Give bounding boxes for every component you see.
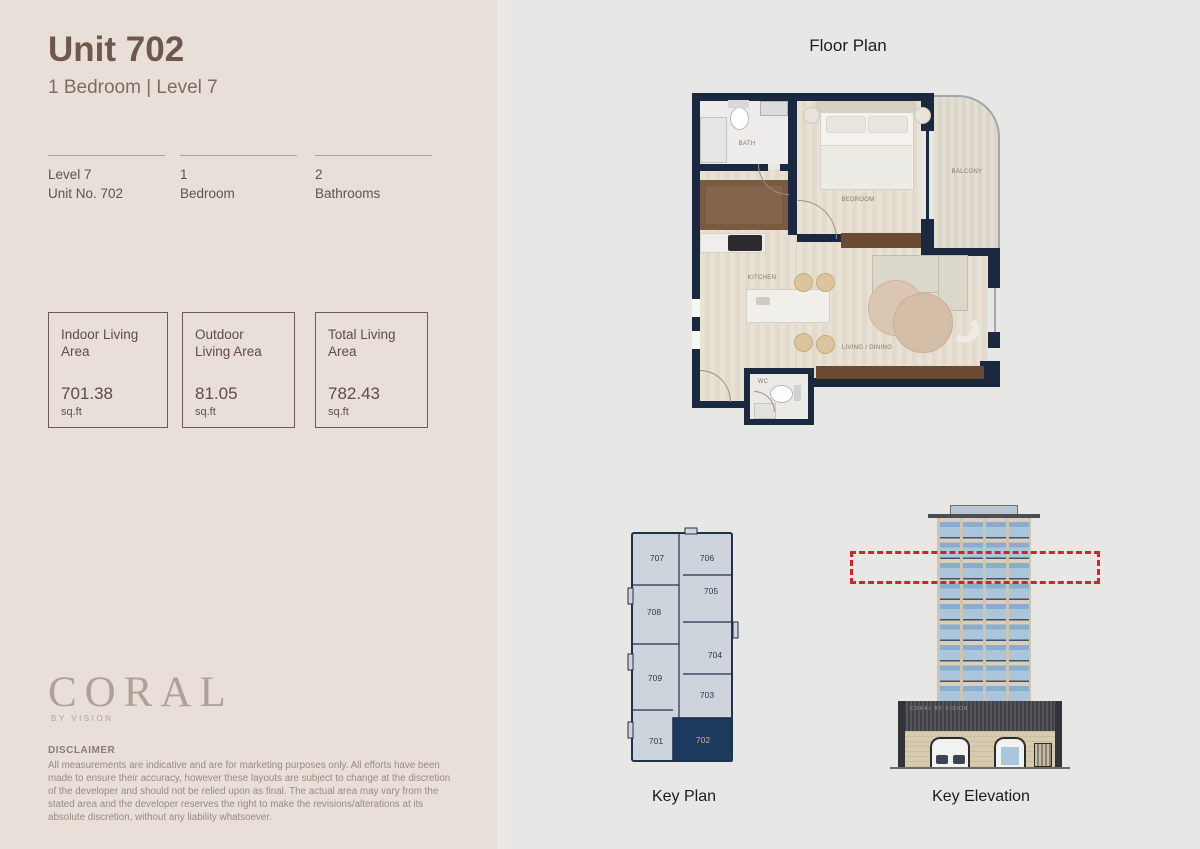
room-label-wc: WC (757, 379, 769, 385)
area-value: 81.05 (195, 384, 238, 403)
stove (728, 235, 762, 251)
spec-line2: Bedroom (180, 186, 235, 201)
key-plan-unit-701: 701 (648, 736, 664, 746)
area-unit: sq.ft (328, 406, 349, 418)
key-plan-unit-706: 706 (699, 553, 715, 563)
right-railing (994, 288, 996, 332)
room-label-kitchen: KITCHEN (747, 275, 777, 281)
wall-bottom (808, 378, 1000, 387)
bar-stool (816, 273, 835, 292)
wall-bottom-left (692, 401, 750, 408)
elevation-podium (898, 701, 1062, 767)
toilet (730, 107, 749, 130)
wc-toilet-tank (794, 385, 801, 401)
podium-arch-garage (930, 737, 970, 767)
ground-line (890, 767, 1070, 769)
area-unit: sq.ft (61, 406, 82, 418)
room-label-bedroom: BEDROOM (841, 197, 875, 203)
window-gap (692, 299, 700, 317)
lobby-glass (1001, 747, 1019, 765)
kitchen-island (746, 289, 830, 323)
disclaimer-body: All measurements are indicative and are for marketing purposes only. All efforts have been made to ensure their accuracy, however these layouts are subject to change at the discretion of the developer and should not be relied upon as final. The actual area may vary from the stated area and the developer reserves the right to make the revisions/alterations at its absolute discretion, without any liability whatsoever. (48, 760, 451, 823)
podium-column-left (898, 701, 905, 767)
bed-headboard (816, 101, 916, 112)
area-value: 701.38 (61, 384, 113, 403)
key-plan-unit-707: 707 (649, 553, 665, 563)
bed-pillow (868, 116, 908, 133)
spec-line1: Level 7 (48, 167, 92, 182)
disclaimer-heading: DISCLAIMER (48, 745, 116, 756)
window-gap (692, 331, 700, 349)
key-plan-unit-705: 705 (703, 586, 719, 596)
area-box-total (315, 312, 428, 428)
floor-plan-title: Floor Plan (809, 36, 887, 55)
key-plan-svg (627, 526, 739, 766)
brand-tagline: BY VISION (51, 714, 114, 723)
spec-level-unit (48, 155, 165, 203)
area-unit: sq.ft (195, 406, 216, 418)
wall-balcony-pillar-bottom (921, 219, 934, 251)
key-plan-caption: Key Plan (651, 788, 717, 805)
lounge-chair (951, 315, 979, 343)
level-highlight-box (850, 551, 1100, 584)
bar-stool (794, 333, 813, 352)
nightstand (803, 107, 820, 124)
podium-column-right (1055, 701, 1062, 767)
key-plan-unit-704: 704 (707, 650, 723, 660)
car (936, 755, 948, 764)
spec-line1: 2 (315, 167, 323, 182)
key-plan (627, 526, 739, 766)
room-label-balcony: BALCONY (951, 169, 983, 175)
area-label: Indoor Living Area (61, 327, 139, 359)
spec-line1: 1 (180, 167, 188, 182)
nightstand (914, 107, 931, 124)
bed-duvet (821, 145, 912, 189)
wall-right-b (988, 332, 1000, 348)
bed-pillow (826, 116, 866, 133)
spec-line2: Bathrooms (315, 186, 381, 201)
panel-divider (497, 0, 505, 849)
room-label-bath: BATH (738, 141, 756, 147)
key-elevation (890, 505, 1070, 771)
elevation-tower (937, 518, 1031, 703)
balcony-window (926, 131, 929, 219)
sink (760, 101, 788, 116)
bar-stool (794, 273, 813, 292)
toilet-tank (728, 100, 749, 108)
area-label: Outdoor Living Area (195, 327, 262, 359)
spec-bathrooms (315, 155, 432, 203)
tv-console-living (816, 366, 984, 379)
wc-toilet (770, 385, 793, 403)
shower (700, 117, 727, 163)
spec-line2: Unit No. 702 (48, 186, 124, 201)
page-title: Unit 702 (48, 30, 185, 69)
key-plan-unit-703: 703 (699, 690, 715, 700)
podium-arch-lobby (994, 737, 1026, 767)
page-subtitle: 1 Bedroom | Level 7 (48, 77, 218, 98)
key-plan-unit-702: 702 (695, 735, 711, 745)
spec-bedroom (180, 155, 297, 203)
tv-console-bedroom (841, 233, 921, 248)
floor-plan (670, 85, 1015, 435)
brand-logo: CORAL (48, 669, 234, 716)
podium-grille-window (1034, 743, 1052, 767)
area-box-outdoor (182, 312, 295, 428)
area-box-indoor (48, 312, 168, 428)
podium-sign: CORAL BY VISION (910, 706, 969, 712)
car (953, 755, 965, 764)
wall-bath-bottom (692, 164, 768, 171)
area-label: Total Living Area (328, 327, 396, 359)
closet-inner (706, 186, 782, 224)
key-plan-unit-709: 709 (647, 673, 663, 683)
room-label-living: LIVING / DINING (841, 345, 893, 351)
wall-right-a (988, 256, 1000, 288)
key-plan-unit-708: 708 (646, 607, 662, 617)
key-elevation-caption: Key Elevation (932, 788, 1030, 805)
area-value: 782.43 (328, 384, 380, 403)
rug (893, 293, 953, 353)
island-sink (756, 297, 770, 305)
wall-left (692, 93, 700, 408)
